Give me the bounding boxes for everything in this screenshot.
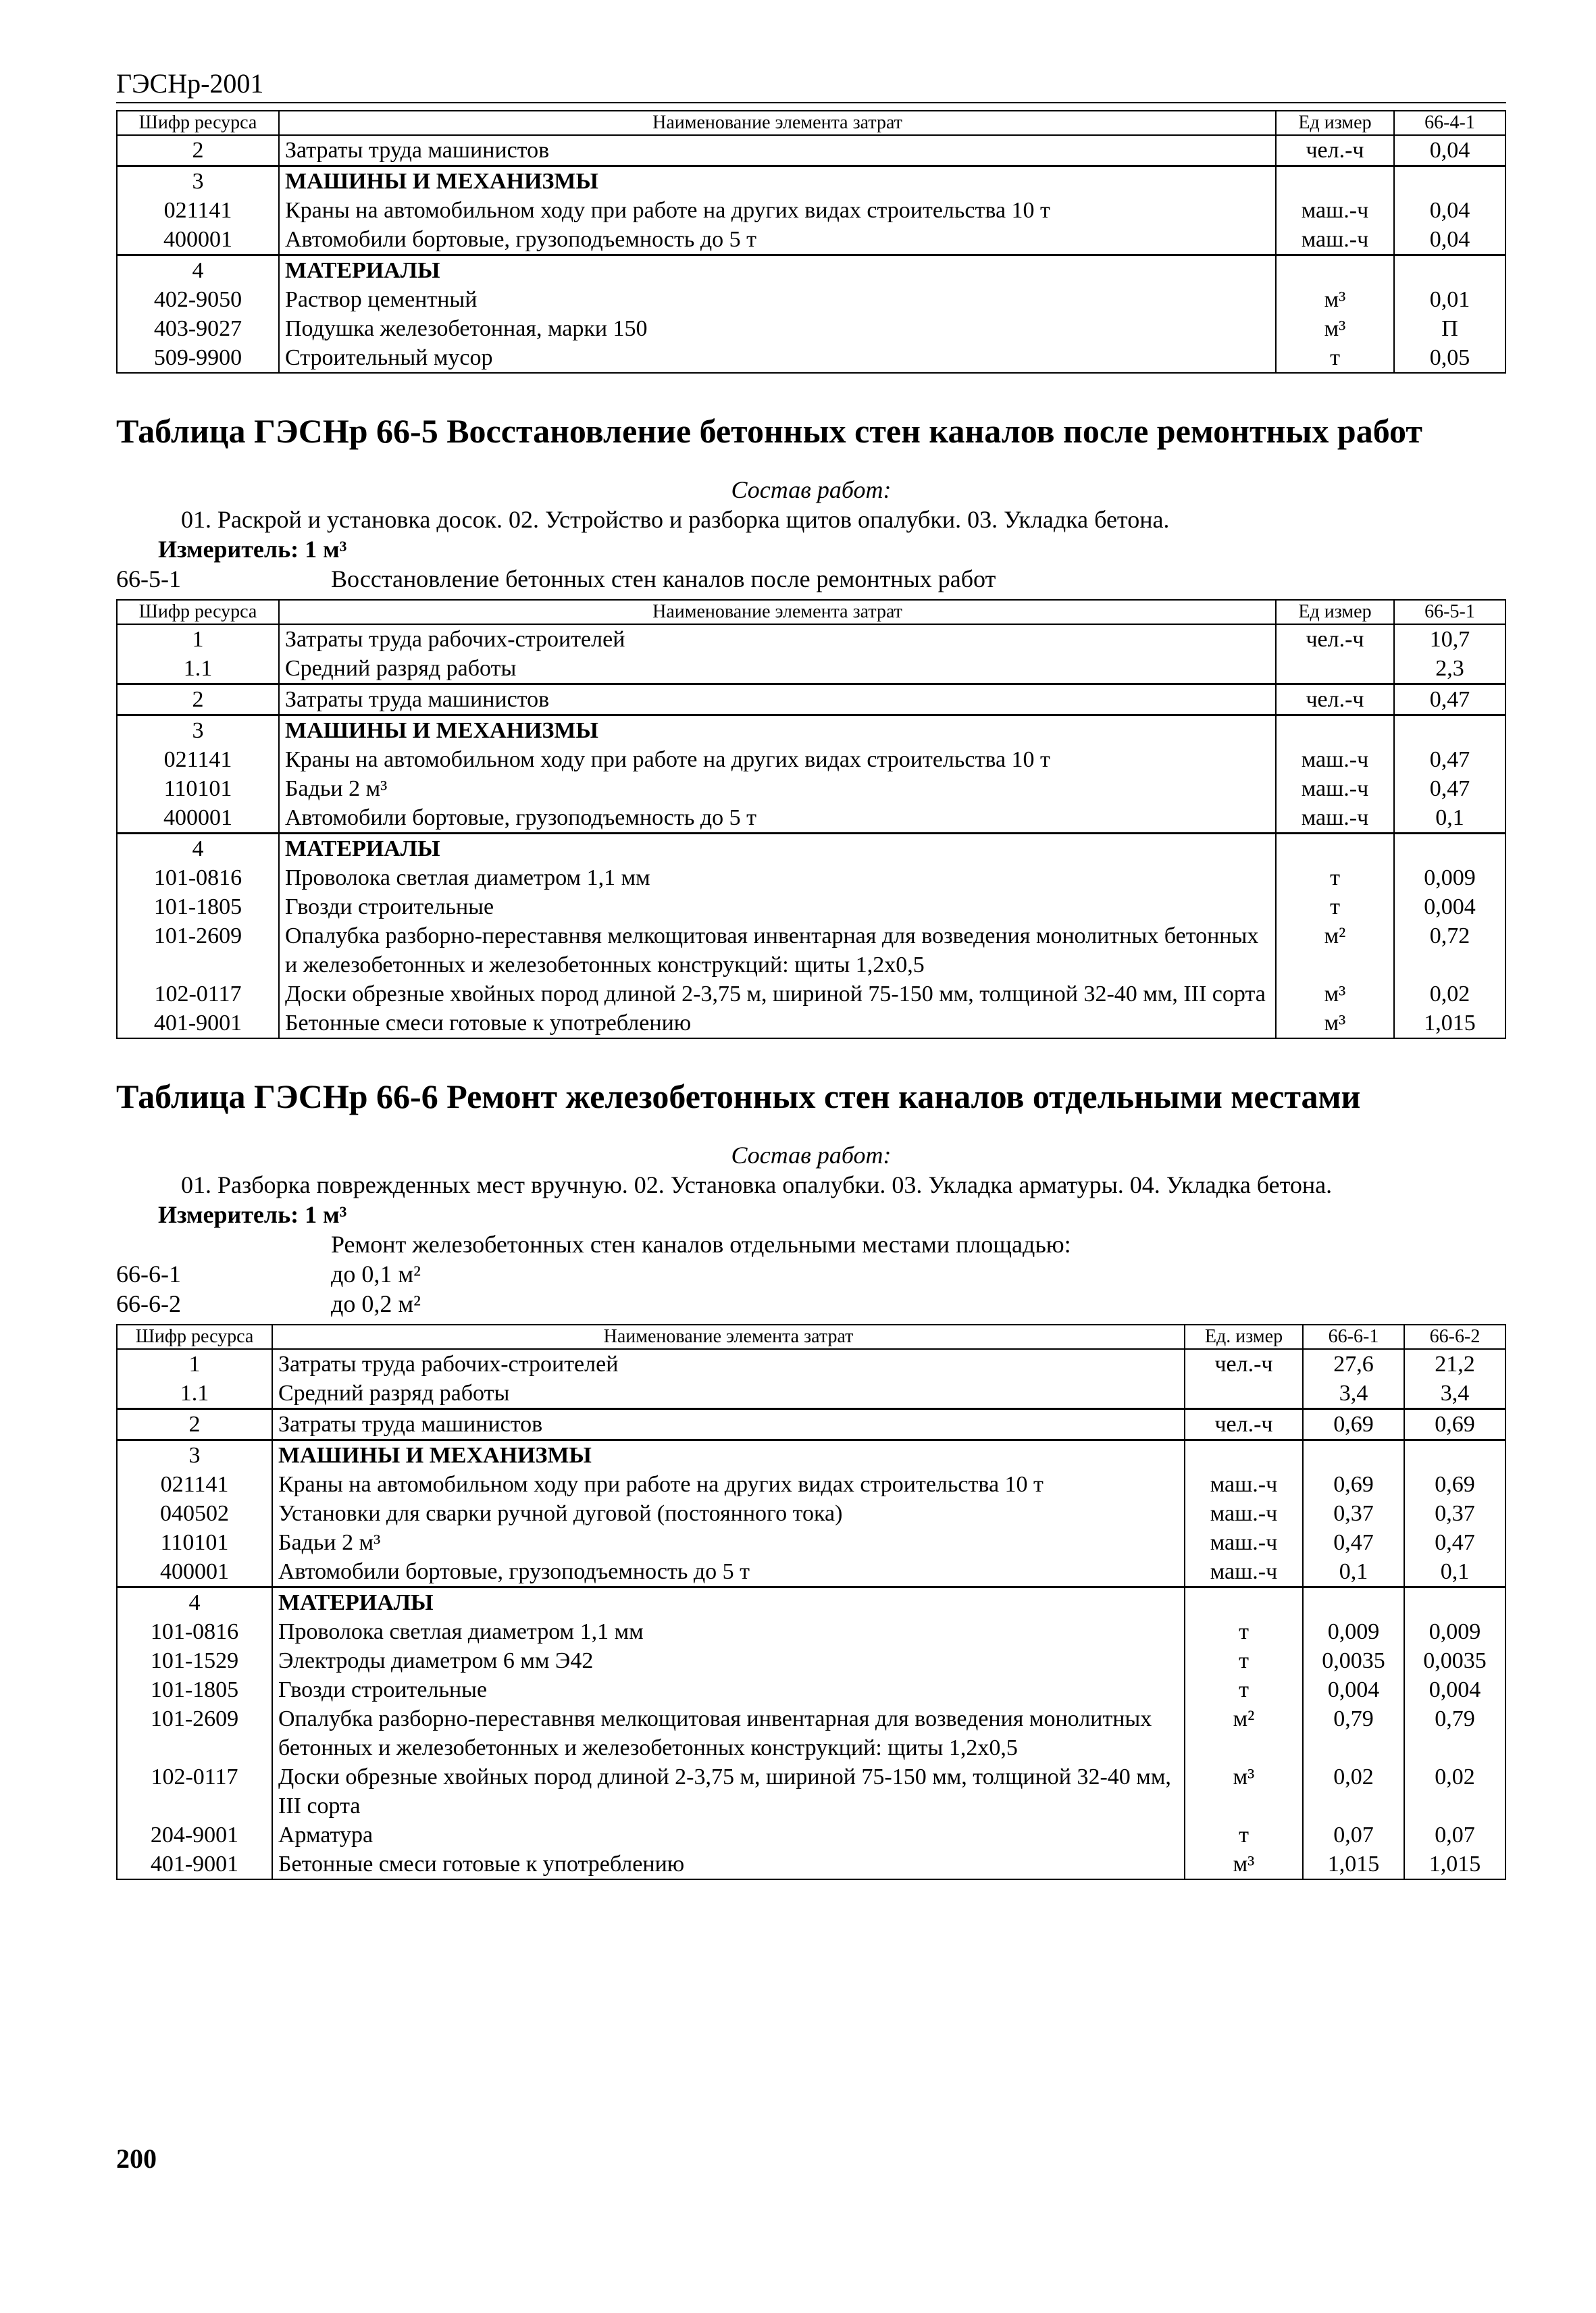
resource-value	[1394, 255, 1505, 286]
resource-name: Бетонные смеси готовые к употреблению	[279, 1009, 1276, 1038]
resource-name: Гвозди строительные	[272, 1675, 1185, 1704]
resource-value: П	[1394, 314, 1505, 343]
table-row	[117, 1557, 1505, 1587]
resource-unit: маш.-ч	[1185, 1470, 1303, 1499]
resource-code: 400001	[117, 803, 279, 834]
resource-name: МАШИНЫ И МЕХАНИЗМЫ	[272, 1440, 1185, 1471]
resource-name: Подушка железобетонная, марки 150	[279, 314, 1276, 343]
table-row	[117, 863, 1505, 892]
variant-code: 66-6-1	[116, 1261, 181, 1288]
resource-code: 204-9001	[117, 1821, 272, 1850]
resource-unit	[1276, 654, 1394, 684]
header-value: 66-4-1	[1394, 111, 1505, 135]
variant-name: до 0,2 м²	[331, 1290, 421, 1317]
table-row	[117, 1675, 1505, 1704]
resource-name: Средний разряд работы	[279, 654, 1276, 684]
resource-unit	[1185, 1440, 1303, 1471]
table-row	[117, 834, 1505, 864]
resource-code: 2	[117, 1409, 272, 1440]
composition-text: 01. Разборка поврежденных мест вручную. 02. Установка опалубки. 03. Укладка арматуры. 04. Укладка бетона.	[181, 1171, 1333, 1198]
resource-value: 0,69	[1404, 1470, 1505, 1499]
resource-name: Бадьи 2 м³	[279, 774, 1276, 803]
resource-value: 27,6	[1303, 1349, 1404, 1379]
table-row	[117, 1499, 1505, 1528]
resource-unit: маш.-ч	[1185, 1499, 1303, 1528]
table-row	[117, 1646, 1505, 1675]
page-number: 200	[116, 2143, 157, 2174]
resource-code: 101-0816	[117, 1617, 272, 1646]
resource-name: Автомобили бортовые, грузоподъемность до 5 т	[272, 1557, 1185, 1587]
header-value: 66-6-2	[1404, 1325, 1505, 1349]
table-row	[117, 1349, 1505, 1379]
resource-value: 2,3	[1394, 654, 1505, 684]
resource-name: Бетонные смеси готовые к употреблению	[272, 1850, 1185, 1879]
table-row	[117, 715, 1505, 746]
header-name: Наименование элемента затрат	[279, 111, 1276, 135]
resource-code: 101-2609	[117, 1704, 272, 1762]
resource-name: Затраты труда рабочих-строителей	[272, 1349, 1185, 1379]
resource-code: 101-0816	[117, 863, 279, 892]
resource-name: Строительный мусор	[279, 343, 1276, 373]
table-row	[117, 745, 1505, 774]
table-row	[117, 654, 1505, 684]
resource-unit: маш.-ч	[1276, 225, 1394, 255]
resource-value: 0,69	[1303, 1409, 1404, 1440]
resource-value	[1303, 1587, 1404, 1618]
resource-code: 401-9001	[117, 1850, 272, 1879]
resource-name: Проволока светлая диаметром 1,1 мм	[272, 1617, 1185, 1646]
table-body	[117, 624, 1505, 1038]
resource-unit	[1185, 1587, 1303, 1618]
resource-value: 0,02	[1394, 980, 1505, 1009]
table-row	[117, 1379, 1505, 1409]
resource-value: 0,02	[1404, 1762, 1505, 1821]
table-header-row	[117, 111, 1505, 135]
resource-code: 110101	[117, 1528, 272, 1557]
resource-unit: м³	[1276, 1009, 1394, 1038]
resource-code: 402-9050	[117, 285, 279, 314]
resource-value: 0,47	[1394, 684, 1505, 715]
resource-unit: маш.-ч	[1276, 803, 1394, 834]
resource-code: 110101	[117, 774, 279, 803]
resource-code: 4	[117, 255, 279, 286]
resource-unit: м²	[1276, 921, 1394, 980]
composition-text: 01. Раскрой и установка досок. 02. Устройство и разборка щитов опалубки. 03. Укладка бетона.	[181, 506, 1170, 533]
resource-code: 1.1	[117, 1379, 272, 1409]
variant-code: 66-6-2	[116, 1290, 181, 1317]
resource-unit: чел.-ч	[1276, 624, 1394, 654]
table-row	[117, 1587, 1505, 1618]
resource-code: 403-9027	[117, 314, 279, 343]
resource-value: 0,47	[1303, 1528, 1404, 1557]
resource-code: 2	[117, 135, 279, 166]
resource-value: 0,004	[1394, 892, 1505, 921]
resource-code: 1.1	[117, 654, 279, 684]
resource-value: 0,05	[1394, 343, 1505, 373]
resource-code: 021141	[117, 1470, 272, 1499]
resource-name: МАШИНЫ И МЕХАНИЗМЫ	[279, 715, 1276, 746]
resource-value: 0,37	[1303, 1499, 1404, 1528]
resource-code: 021141	[117, 196, 279, 225]
resource-name: Затраты труда рабочих-строителей	[279, 624, 1276, 654]
resource-value: 0,01	[1394, 285, 1505, 314]
resource-unit: т	[1185, 1646, 1303, 1675]
table-row	[117, 1704, 1505, 1762]
resource-value: 0,0035	[1404, 1646, 1505, 1675]
running-head: ГЭСНр-2001	[116, 68, 1506, 103]
resource-unit: м³	[1276, 285, 1394, 314]
table-row	[117, 1617, 1505, 1646]
table-row	[117, 803, 1505, 834]
resource-code: 101-1529	[117, 1646, 272, 1675]
table-header-row	[117, 600, 1505, 624]
resource-name: Затраты труда машинистов	[272, 1409, 1185, 1440]
resource-unit: чел.-ч	[1185, 1409, 1303, 1440]
table-row	[117, 1009, 1505, 1038]
resource-value: 0,0035	[1303, 1646, 1404, 1675]
resource-value: 1,015	[1394, 1009, 1505, 1038]
table-row	[117, 314, 1505, 343]
variants-intro: Ремонт железобетонных стен каналов отдельными местами площадью:	[331, 1231, 1071, 1258]
resource-unit	[1276, 834, 1394, 864]
resource-code: 102-0117	[117, 980, 279, 1009]
table-header-row	[117, 1325, 1505, 1349]
resource-value	[1394, 166, 1505, 197]
resource-value: 0,009	[1404, 1617, 1505, 1646]
resource-name: Автомобили бортовые, грузоподъемность до 5 т	[279, 803, 1276, 834]
measure-unit: Измеритель: 1 м³	[158, 536, 347, 563]
table-row	[117, 135, 1505, 166]
header-name: Наименование элемента затрат	[272, 1325, 1185, 1349]
resource-code: 101-1805	[117, 1675, 272, 1704]
table-row	[117, 921, 1505, 980]
table-row	[117, 1470, 1505, 1499]
resource-name: Опалубка разборно-переставнвя мелкощитовая инвентарная для возведения монолитных бетонных и железобетонных и железобетонных конструкций: щиты 1,2х0,5	[279, 921, 1276, 980]
variant-line	[116, 564, 1506, 594]
resource-unit: маш.-ч	[1276, 196, 1394, 225]
resource-value: 1,015	[1404, 1850, 1505, 1879]
resource-code: 3	[117, 715, 279, 746]
table-title: Таблица ГЭСНр 66-6 Ремонт железобетонных стен каналов отдельными местами	[116, 1077, 1361, 1115]
header-value: 66-5-1	[1394, 600, 1505, 624]
resource-unit: маш.-ч	[1276, 774, 1394, 803]
resource-value: 1,015	[1303, 1850, 1404, 1879]
resource-unit: м³	[1276, 980, 1394, 1009]
resource-code: 2	[117, 684, 279, 715]
resource-unit: т	[1185, 1675, 1303, 1704]
resource-name: Раствор цементный	[279, 285, 1276, 314]
resource-unit	[1276, 255, 1394, 286]
variant-name: до 0,1 м²	[331, 1261, 421, 1288]
resource-name: Краны на автомобильном ходу при работе на других видах строительства 10 т	[279, 196, 1276, 225]
resource-value: 0,37	[1404, 1499, 1505, 1528]
resource-value: 0,07	[1303, 1821, 1404, 1850]
resource-code: 1	[117, 624, 279, 654]
resource-name: Краны на автомобильном ходу при работе на других видах строительства 10 т	[279, 745, 1276, 774]
resource-value: 0,72	[1394, 921, 1505, 980]
resource-value: 21,2	[1404, 1349, 1505, 1379]
resource-code: 400001	[117, 1557, 272, 1587]
resource-name: Опалубка разборно-переставнвя мелкощитовая инвентарная для возведения монолитных бетонных и железобетонных и железобетонных конструкций: щиты 1,2х0,5	[272, 1704, 1185, 1762]
resource-code: 102-0117	[117, 1762, 272, 1821]
resource-unit: м³	[1185, 1850, 1303, 1879]
resource-code: 3	[117, 166, 279, 197]
resource-value	[1404, 1440, 1505, 1471]
resource-name: Автомобили бортовые, грузоподъемность до 5 т	[279, 225, 1276, 255]
table-row	[117, 196, 1505, 225]
resource-value: 0,004	[1404, 1675, 1505, 1704]
resource-code: 4	[117, 1587, 272, 1618]
header-unit: Ед измер	[1276, 111, 1394, 135]
resource-unit: маш.-ч	[1276, 745, 1394, 774]
resource-code: 101-2609	[117, 921, 279, 980]
table-row	[117, 166, 1505, 197]
continuation-table	[116, 110, 1506, 374]
resource-code: 101-1805	[117, 892, 279, 921]
table-row	[117, 684, 1505, 715]
resource-value: 3,4	[1404, 1379, 1505, 1409]
resource-unit	[1276, 166, 1394, 197]
resource-value	[1404, 1587, 1505, 1618]
variant-line	[116, 1289, 1506, 1319]
variant-code: 66-5-1	[116, 565, 181, 592]
variant-name: Восстановление бетонных стен каналов после ремонтных работ	[331, 565, 996, 592]
resource-name: Бадьи 2 м³	[272, 1528, 1185, 1557]
resource-name: Затраты труда машинистов	[279, 684, 1276, 715]
variant-line	[116, 1259, 1506, 1289]
resource-value: 0,04	[1394, 135, 1505, 166]
resource-unit: т	[1276, 863, 1394, 892]
composition-heading: Состав работ:	[731, 476, 892, 503]
header-code: Шифр ресурса	[117, 111, 279, 135]
resource-value: 0,004	[1303, 1675, 1404, 1704]
resource-value: 0,47	[1394, 774, 1505, 803]
table-row	[117, 343, 1505, 373]
resource-name: Доски обрезные хвойных пород длиной 2-3,75 м, шириной 75-150 мм, толщиной 32-40 мм, III сорта	[279, 980, 1276, 1009]
resource-code: 040502	[117, 1499, 272, 1528]
table-row	[117, 1762, 1505, 1821]
resource-unit: м³	[1185, 1762, 1303, 1821]
table-row	[117, 225, 1505, 255]
resource-code: 021141	[117, 745, 279, 774]
resource-name: Средний разряд работы	[272, 1379, 1185, 1409]
resource-unit: м³	[1276, 314, 1394, 343]
table-row	[117, 1528, 1505, 1557]
resource-code: 4	[117, 834, 279, 864]
resource-value: 0,1	[1394, 803, 1505, 834]
header-unit: Ед. измер	[1185, 1325, 1303, 1349]
resource-unit: т	[1276, 892, 1394, 921]
resource-code: 509-9900	[117, 343, 279, 373]
table-row	[117, 774, 1505, 803]
resource-name: Гвозди строительные	[279, 892, 1276, 921]
table-row	[117, 255, 1505, 286]
table-row	[117, 624, 1505, 654]
resource-name: МАТЕРИАЛЫ	[279, 834, 1276, 864]
resource-value: 0,79	[1404, 1704, 1505, 1762]
table-row	[117, 1821, 1505, 1850]
resource-value	[1394, 715, 1505, 746]
measure-unit: Измеритель: 1 м³	[158, 1201, 347, 1228]
document-page	[116, 68, 1506, 1880]
resource-value	[1394, 834, 1505, 864]
resource-value: 10,7	[1394, 624, 1505, 654]
resource-unit: чел.-ч	[1276, 684, 1394, 715]
resource-value: 0,07	[1404, 1821, 1505, 1850]
resource-unit: маш.-ч	[1185, 1528, 1303, 1557]
table-row	[117, 892, 1505, 921]
resource-value: 0,009	[1303, 1617, 1404, 1646]
resource-name: Проволока светлая диаметром 1,1 мм	[279, 863, 1276, 892]
resource-value: 0,47	[1404, 1528, 1505, 1557]
table-row	[117, 1409, 1505, 1440]
resource-code: 401-9001	[117, 1009, 279, 1038]
resource-unit: чел.-ч	[1276, 135, 1394, 166]
resource-unit: м²	[1185, 1704, 1303, 1762]
table-title: Таблица ГЭСНр 66-5 Восстановление бетонных стен каналов после ремонтных работ	[116, 412, 1422, 450]
resource-value: 3,4	[1303, 1379, 1404, 1409]
resource-unit: чел.-ч	[1185, 1349, 1303, 1379]
resource-value: 0,009	[1394, 863, 1505, 892]
table-row	[117, 285, 1505, 314]
resource-value: 0,47	[1394, 745, 1505, 774]
resource-value: 0,02	[1303, 1762, 1404, 1821]
resource-value: 0,69	[1404, 1409, 1505, 1440]
resource-name: МАТЕРИАЛЫ	[279, 255, 1276, 286]
resource-unit	[1276, 715, 1394, 746]
table-body	[117, 1349, 1505, 1879]
table-66-6	[116, 1324, 1506, 1880]
resource-name: Краны на автомобильном ходу при работе на других видах строительства 10 т	[272, 1470, 1185, 1499]
resource-name: Затраты труда машинистов	[279, 135, 1276, 166]
resource-name: МАТЕРИАЛЫ	[272, 1587, 1185, 1618]
resource-name: МАШИНЫ И МЕХАНИЗМЫ	[279, 166, 1276, 197]
resource-unit: т	[1185, 1821, 1303, 1850]
resource-unit: т	[1185, 1617, 1303, 1646]
table-row	[117, 1440, 1505, 1471]
resource-unit	[1185, 1379, 1303, 1409]
header-name: Наименование элемента затрат	[279, 600, 1276, 624]
resource-name: Электроды диаметром 6 мм Э42	[272, 1646, 1185, 1675]
resource-value: 0,04	[1394, 225, 1505, 255]
composition-heading: Состав работ:	[731, 1142, 892, 1169]
header-value: 66-6-1	[1303, 1325, 1404, 1349]
resource-name: Арматура	[272, 1821, 1185, 1850]
resource-value: 0,1	[1303, 1557, 1404, 1587]
resource-value	[1303, 1440, 1404, 1471]
resource-value: 0,04	[1394, 196, 1505, 225]
resource-unit: маш.-ч	[1185, 1557, 1303, 1587]
resource-code: 1	[117, 1349, 272, 1379]
table-row	[117, 1850, 1505, 1879]
table-row	[117, 980, 1505, 1009]
resource-value: 0,1	[1404, 1557, 1505, 1587]
header-code: Шифр ресурса	[117, 600, 279, 624]
header-unit: Ед измер	[1276, 600, 1394, 624]
resource-code: 3	[117, 1440, 272, 1471]
resource-name: Доски обрезные хвойных пород длиной 2-3,75 м, шириной 75-150 мм, толщиной 32-40 мм, III сорта	[272, 1762, 1185, 1821]
resource-value: 0,79	[1303, 1704, 1404, 1762]
resource-value: 0,69	[1303, 1470, 1404, 1499]
table-body	[117, 135, 1505, 373]
table-66-5	[116, 599, 1506, 1039]
resource-unit: т	[1276, 343, 1394, 373]
header-code: Шифр ресурса	[117, 1325, 272, 1349]
resource-code: 400001	[117, 225, 279, 255]
resource-name: Установки для сварки ручной дуговой (постоянного тока)	[272, 1499, 1185, 1528]
